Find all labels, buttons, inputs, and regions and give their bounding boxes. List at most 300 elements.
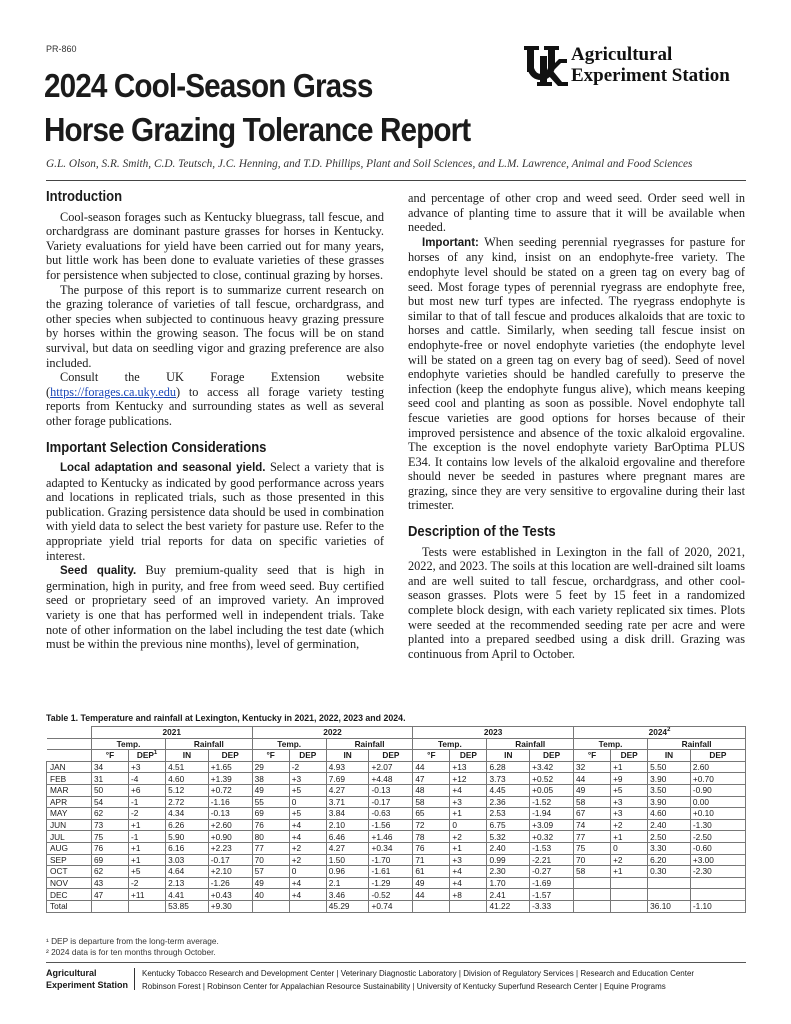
footer-left-line-2: Experiment Station: [46, 980, 129, 990]
table-cell: -2.50: [690, 831, 745, 843]
table-cell: +4.48: [369, 773, 413, 785]
table-cell: +1: [450, 808, 487, 820]
table-cell: 3.03: [166, 854, 209, 866]
unit-in: IN: [487, 750, 530, 762]
table-cell: +3.00: [690, 854, 745, 866]
table-cell: 5.90: [166, 831, 209, 843]
table-cell: [574, 889, 611, 901]
publication-number: PR-860: [46, 44, 77, 54]
intro-paragraph-3: [46, 370, 384, 428]
unit-dep: DEP: [690, 750, 745, 762]
table-cell: -0.13: [369, 784, 413, 796]
table-cell: 2.60: [690, 761, 745, 773]
table-cell: 54: [91, 796, 128, 808]
table-cell: +0.05: [530, 784, 574, 796]
table-cell: +0.70: [690, 773, 745, 785]
table-cell: -0.52: [369, 889, 413, 901]
table-cell: 77: [574, 831, 611, 843]
table-cell: 49: [413, 877, 450, 889]
table-cell: -1.94: [530, 808, 574, 820]
table-cell: [129, 900, 166, 912]
table-cell: +3: [611, 796, 648, 808]
introduction-heading: Introduction: [46, 189, 123, 205]
table-cell: 62: [91, 808, 128, 820]
table-cell: +9: [611, 773, 648, 785]
table-cell: -1.52: [530, 796, 574, 808]
table-cell: 2.30: [487, 866, 530, 878]
unit-f: °F: [574, 750, 611, 762]
table-cell: +4: [289, 831, 326, 843]
table-cell: 2.40: [648, 819, 691, 831]
table-cell: 6.46: [326, 831, 369, 843]
table-cell: 43: [91, 877, 128, 889]
table-cell: +3: [450, 854, 487, 866]
table-cell: 34: [91, 761, 128, 773]
table-cell: 2.53: [487, 808, 530, 820]
unit-in: IN: [166, 750, 209, 762]
table-cell: +5: [289, 808, 326, 820]
logo-line-1: Agricultural: [571, 44, 673, 65]
table-cell: +1: [611, 761, 648, 773]
row-label: DEC: [47, 889, 92, 901]
table-row: [47, 900, 746, 912]
blank-cell: [47, 750, 92, 762]
table-cell: +0.34: [369, 842, 413, 854]
table-cell: 55: [252, 796, 289, 808]
rainfall-header: Rainfall: [326, 738, 413, 750]
table-cell: -4: [129, 773, 166, 785]
table-cell: 31: [91, 773, 128, 785]
table-cell: +1: [611, 866, 648, 878]
table-cell: [611, 889, 648, 901]
table-cell: +0.52: [530, 773, 574, 785]
table-cell: +5: [611, 784, 648, 796]
table-cell: 75: [91, 831, 128, 843]
table-cell: +11: [129, 889, 166, 901]
table-cell: 69: [252, 808, 289, 820]
tests-paragraph: Tests were established in Lexington in the fall of 2020, 2021, 2022, and 2023. The soils at this location are well-drained silt loams and are well suited to tall fescue, orchardgrass, and other cool-season grasses. Plots were 5 feet by 15 feet in a randomized complete block design, with each variety replicated six times. Plots were seeded at the recommended seeding rate per acre and were planted into a prepared seedbed using a disk drill. Grazing was continuous from April to October.: [408, 544, 745, 661]
table-cell: 2.13: [166, 877, 209, 889]
row-label: JUL: [47, 831, 92, 843]
table-cell: 3.84: [326, 808, 369, 820]
rainfall-header: Rainfall: [648, 738, 746, 750]
table-cell: 0: [611, 842, 648, 854]
table-cell: 6.16: [166, 842, 209, 854]
important-lead: Important:: [422, 236, 479, 249]
table-cell: +3: [129, 761, 166, 773]
tests-heading: Description of the Tests: [408, 524, 556, 541]
table-cell: 2.40: [487, 842, 530, 854]
table-cell: 1.70: [487, 877, 530, 889]
table-cell: +4: [450, 866, 487, 878]
table-cell: 53.85: [166, 900, 209, 912]
table-cell: [690, 889, 745, 901]
table-cell: 3.30: [648, 842, 691, 854]
table-cell: +4: [289, 819, 326, 831]
footnote-marker: 2: [667, 727, 671, 734]
important-text: When seeding perennial ryegrasses for pasture for horses of any kind, insist on an endophyte-free variety. The endophyte level should be stated on a green tag on every bag of seed. Most forage types of perennial ryegrass are endophyte free, but most new turf types are infected. The ryegrass endophyte is similar to that of tall fescue and produces alkaloids that are toxic to horses and cattle. Similarly, when seeding tall fescue insist on endophyte-free or novel endophyte varieties (the endophyte level will be stated on a green tag on every bag of seed). Seed of novel endophyte varieties should be handled carefully to preserve the infection (keep the endophyte fungus alive), which means keeping seed cool and planting as soon as possible. Novel endophyte tall fescue varieties are good options for horses because of their improved persistence and absence of the toxic alkaloid ergovaline. The exception is the novel endophyte variety BarOptima PLUS E34. It contains low levels of the alkaloid ergovaline and therefore should never be seeded in pastures where pregnant mares are grazing, since they are very sensitive to ergovaline during their last trimester.: [408, 234, 745, 513]
logo-text: [571, 44, 730, 86]
unit-header-row: [47, 750, 746, 762]
table-cell: +2: [289, 854, 326, 866]
table-cell: 45.29: [326, 900, 369, 912]
unit-dep: DEP: [611, 750, 648, 762]
table-cell: +5: [129, 866, 166, 878]
row-label: NOV: [47, 877, 92, 889]
table-cell: +12: [450, 773, 487, 785]
table-cell: 76: [413, 842, 450, 854]
row-label: APR: [47, 796, 92, 808]
table-cell: +0.10: [690, 808, 745, 820]
row-label: OCT: [47, 866, 92, 878]
table-cell: +9.30: [208, 900, 252, 912]
table-cell: +2: [450, 831, 487, 843]
table-cell: 76: [252, 819, 289, 831]
table-cell: 77: [252, 842, 289, 854]
table-row: [47, 819, 746, 831]
important-paragraph: [408, 235, 745, 513]
year-header: 2023: [413, 727, 574, 739]
unit-f: °F: [413, 750, 450, 762]
table-cell: 67: [574, 808, 611, 820]
weather-table: [46, 726, 746, 913]
table-cell: -2.21: [530, 854, 574, 866]
table-cell: 74: [574, 819, 611, 831]
table-cell: 6.28: [487, 761, 530, 773]
table-cell: 76: [91, 842, 128, 854]
unit-dep: DEP: [530, 750, 574, 762]
table-cell: 5.12: [166, 784, 209, 796]
table-row: [47, 877, 746, 889]
table-caption: Table 1. Temperature and rainfall at Lexington, Kentucky in 2021, 2022, 2023 and 2024.: [46, 713, 406, 723]
footer-station-name: [46, 967, 128, 991]
adaptation-lead: Local adaptation and seasonal yield.: [60, 462, 266, 475]
intro-p3-before: Consult the UK Forage Extension website (: [46, 370, 384, 399]
table-cell: 4.41: [166, 889, 209, 901]
table-cell: -1.10: [690, 900, 745, 912]
table-cell: -0.17: [208, 854, 252, 866]
row-label: MAR: [47, 784, 92, 796]
table-cell: +3.42: [530, 761, 574, 773]
table-cell: +2.10: [208, 866, 252, 878]
intro-p3-after: ) to access all forage variety testing reports from Kentucky and surrounding states as well as several other forage publications.: [46, 384, 384, 428]
logo-line-2: Experiment Station: [571, 65, 730, 86]
table-cell: 38: [252, 773, 289, 785]
footer-divider: [46, 962, 746, 963]
table-cell: 0.30: [648, 866, 691, 878]
table-cell: 2.1: [326, 877, 369, 889]
table-cell: [690, 877, 745, 889]
table-cell: 6.26: [166, 819, 209, 831]
table-cell: +1: [129, 854, 166, 866]
table-cell: 2.72: [166, 796, 209, 808]
forage-website-link[interactable]: https://forages.ca.uky.edu: [50, 384, 177, 399]
table-cell: +8: [450, 889, 487, 901]
table-row: [47, 866, 746, 878]
unit-f: °F: [252, 750, 289, 762]
table-cell: 4.45: [487, 784, 530, 796]
selection-paragraph-2: [46, 563, 384, 652]
table-cell: +6: [129, 784, 166, 796]
table-cell: 69: [91, 854, 128, 866]
table-cell: 44: [413, 761, 450, 773]
uk-logo-icon: [524, 46, 568, 86]
table-cell: -0.90: [690, 784, 745, 796]
table-cell: +0.74: [369, 900, 413, 912]
table-cell: 5.50: [648, 761, 691, 773]
table-cell: +2.23: [208, 842, 252, 854]
seed-quality-text: Buy premium-quality seed that is high in germination, high in purity, and free from weed seed. Buy certified seed or proprietary seed of an improved variety. An improved variety is one that has performed well in independent trials. Take note of other information on the label including the test date (which must be within the previous nine months), level of germination,: [46, 563, 384, 652]
table-cell: 70: [252, 854, 289, 866]
rainfall-header: Rainfall: [487, 738, 574, 750]
corner-cell: [47, 727, 92, 739]
table-cell: 58: [574, 866, 611, 878]
table-cell: 50: [91, 784, 128, 796]
table-row: [47, 796, 746, 808]
authors: G.L. Olson, S.R. Smith, C.D. Teutsch, J.C. Henning, and T.D. Phillips, Plant and Soil Sciences, and L.M. Lawrence, Animal and Food Sciences: [46, 158, 693, 170]
table-cell: 47: [413, 773, 450, 785]
table-cell: +4: [450, 877, 487, 889]
measure-header-row: [47, 738, 746, 750]
table-cell: 36.10: [648, 900, 691, 912]
table-cell: 3.90: [648, 796, 691, 808]
table-cell: 0.96: [326, 866, 369, 878]
table-cell: 3.50: [648, 784, 691, 796]
table-cell: 0: [450, 819, 487, 831]
footer-units: [142, 967, 694, 992]
table-cell: [648, 877, 691, 889]
year-label: 2024: [648, 727, 668, 738]
row-label: JAN: [47, 761, 92, 773]
unit-dep: DEP: [208, 750, 252, 762]
table-cell: [413, 900, 450, 912]
table-cell: 57: [252, 866, 289, 878]
table-cell: 61: [413, 866, 450, 878]
table-cell: +1: [129, 842, 166, 854]
table-cell: 49: [252, 877, 289, 889]
header-divider: [46, 180, 746, 181]
unit-dep: DEP: [369, 750, 413, 762]
table-row: [47, 773, 746, 785]
table-row: [47, 842, 746, 854]
adaptation-text: Select a variety that is adapted to Kentucky as indicated by good performance across years and locations in replicated trials, such as those presented in this publication. Grazing persistence data should be used in combination with yield data to select the best variety for pasture use. Refer to the appropriate yield trial reports for data on specific varieties of interest.: [46, 460, 384, 563]
table-cell: 48: [413, 784, 450, 796]
row-label: MAY: [47, 808, 92, 820]
footer-right-line-1: Kentucky Tobacco Research and Development Center | Veterinary Diagnostic Laboratory | Division of Regulatory Services | Research and Education Center: [142, 968, 695, 978]
table-cell: 29: [252, 761, 289, 773]
table-cell: 0.99: [487, 854, 530, 866]
table-cell: +0.72: [208, 784, 252, 796]
table-cell: -1.69: [530, 877, 574, 889]
intro-paragraph-1: Cool-season forages such as Kentucky bluegrass, tall fescue, and orchardgrass are dominant pasture grasses for horses in Kentucky. Variety evaluations for yield have been carried out for many years, but little work has been done to evaluate varieties of these grasses for persistence when subjected to close, continual grazing by horses.: [46, 209, 384, 282]
table-cell: 73: [91, 819, 128, 831]
right-column: [408, 191, 745, 661]
left-column: [46, 190, 384, 652]
table-cell: -2: [129, 808, 166, 820]
footnote-2: ² 2024 data is for ten months through October.: [46, 947, 216, 957]
selection-paragraph-1: [46, 460, 384, 563]
table-cell: +0.43: [208, 889, 252, 901]
table-cell: 32: [574, 761, 611, 773]
table-cell: 1.50: [326, 854, 369, 866]
table-cell: 3.73: [487, 773, 530, 785]
table-cell: +1: [450, 842, 487, 854]
table-cell: -3.33: [530, 900, 574, 912]
temp-header: Temp.: [252, 738, 326, 750]
rainfall-header: Rainfall: [166, 738, 253, 750]
table-cell: 0: [289, 796, 326, 808]
table-cell: [574, 900, 611, 912]
table-cell: +1: [129, 819, 166, 831]
table-cell: 72: [413, 819, 450, 831]
table-cell: 62: [91, 866, 128, 878]
table-cell: [252, 900, 289, 912]
footer-left-line-1: Agricultural: [46, 968, 97, 978]
aes-logo: [524, 44, 749, 90]
table-cell: [450, 900, 487, 912]
table-cell: 4.34: [166, 808, 209, 820]
table-cell: 4.60: [166, 773, 209, 785]
row-label: SEP: [47, 854, 92, 866]
table-cell: 2.50: [648, 831, 691, 843]
row-label: AUG: [47, 842, 92, 854]
unit-dep: [129, 750, 166, 762]
table-cell: -1.16: [208, 796, 252, 808]
weather-table-body: [47, 761, 746, 912]
footer-vertical-divider: [134, 968, 135, 990]
table-cell: [574, 877, 611, 889]
table-cell: 2.10: [326, 819, 369, 831]
footer-right-line-2: Robinson Forest | Robinson Center for Appalachian Resource Sustainability | University of Kentucky Superfund Research Center | Equine Programs: [142, 980, 666, 991]
year-header: 2021: [91, 727, 252, 739]
table-cell: +2: [611, 854, 648, 866]
table-cell: 47: [91, 889, 128, 901]
table-cell: [91, 900, 128, 912]
table-cell: [611, 877, 648, 889]
table-cell: [611, 900, 648, 912]
unit-f: °F: [91, 750, 128, 762]
table-cell: +1.65: [208, 761, 252, 773]
table-cell: -1: [129, 796, 166, 808]
table-cell: 4.51: [166, 761, 209, 773]
intro-paragraph-2: The purpose of this report is to summarize current research on the grazing tolerance of varieties of tall fescue, orchardgrass, and other species when subjected to continuous heavy grazing pressure by horses within the growing season. The focus will be on stand survival, but data on seedling vigor and grazing preference are also included.: [46, 282, 384, 370]
table-cell: 75: [574, 842, 611, 854]
table-cell: 65: [413, 808, 450, 820]
table-cell: 41.22: [487, 900, 530, 912]
table-cell: 5.32: [487, 831, 530, 843]
table-cell: -1.30: [690, 819, 745, 831]
row-label: JUN: [47, 819, 92, 831]
table-cell: -1.57: [530, 889, 574, 901]
table-cell: +4: [289, 889, 326, 901]
table-cell: -0.60: [690, 842, 745, 854]
unit-dep: DEP: [450, 750, 487, 762]
table-cell: 80: [252, 831, 289, 843]
table-cell: 3.46: [326, 889, 369, 901]
table-cell: -1.53: [530, 842, 574, 854]
table-cell: [289, 900, 326, 912]
year-header-2024: [574, 727, 746, 739]
blank-cell: [47, 738, 92, 750]
table-cell: +3.09: [530, 819, 574, 831]
table-cell: 44: [413, 889, 450, 901]
table-cell: -1.56: [369, 819, 413, 831]
table-cell: 49: [574, 784, 611, 796]
table-cell: 4.64: [166, 866, 209, 878]
table-cell: 70: [574, 854, 611, 866]
table-cell: -0.13: [208, 808, 252, 820]
table-cell: -2.30: [690, 866, 745, 878]
table-cell: +2.60: [208, 819, 252, 831]
table-cell: 2.41: [487, 889, 530, 901]
table-cell: 3.71: [326, 796, 369, 808]
table-row: [47, 761, 746, 773]
unit-dep: DEP: [289, 750, 326, 762]
row-label: FEB: [47, 773, 92, 785]
table-cell: +3: [289, 773, 326, 785]
table-cell: -0.63: [369, 808, 413, 820]
table-cell: 4.60: [648, 808, 691, 820]
table-cell: +2: [289, 842, 326, 854]
table-cell: 6.75: [487, 819, 530, 831]
table-cell: +1.46: [369, 831, 413, 843]
table-cell: 40: [252, 889, 289, 901]
year-header: 2022: [252, 727, 413, 739]
unit-in: IN: [648, 750, 691, 762]
temp-header: Temp.: [574, 738, 648, 750]
table-row: [47, 808, 746, 820]
table-cell: 49: [252, 784, 289, 796]
table-cell: +2.07: [369, 761, 413, 773]
table-row: [47, 784, 746, 796]
table-cell: 0: [289, 866, 326, 878]
table-cell: +0.90: [208, 831, 252, 843]
table-cell: 4.27: [326, 842, 369, 854]
table-cell: 7.69: [326, 773, 369, 785]
table-cell: 58: [413, 796, 450, 808]
row-label: Total: [47, 900, 92, 912]
table-cell: -0.17: [369, 796, 413, 808]
footnote-marker: 1: [153, 750, 158, 757]
table-row: [47, 831, 746, 843]
table-cell: +1: [611, 831, 648, 843]
table-cell: 71: [413, 854, 450, 866]
temp-header: Temp.: [91, 738, 165, 750]
table-cell: +3: [450, 796, 487, 808]
table-cell: +2: [611, 819, 648, 831]
footnote-1: ¹ DEP is departure from the long-term average.: [46, 936, 219, 946]
seed-quality-continued: and percentage of other crop and weed seed. Order seed well in advance of planting time to assure that it will be available when needed.: [408, 191, 745, 235]
table-cell: +13: [450, 761, 487, 773]
unit-in: IN: [326, 750, 369, 762]
table-cell: 2.36: [487, 796, 530, 808]
table-cell: 4.93: [326, 761, 369, 773]
temp-header: Temp.: [413, 738, 487, 750]
table-cell: 4.27: [326, 784, 369, 796]
year-header-row: [47, 727, 746, 739]
table-cell: +4: [450, 784, 487, 796]
table-cell: -1.70: [369, 854, 413, 866]
table-cell: +1.39: [208, 773, 252, 785]
table-cell: -1.61: [369, 866, 413, 878]
table-cell: -1.26: [208, 877, 252, 889]
report-title-line-2: Horse Grazing Tolerance Report: [44, 111, 471, 148]
table-cell: +5: [289, 784, 326, 796]
selection-heading: Important Selection Considerations: [46, 439, 267, 456]
table-cell: -1.29: [369, 877, 413, 889]
table-cell: -0.27: [530, 866, 574, 878]
table-row: [47, 854, 746, 866]
